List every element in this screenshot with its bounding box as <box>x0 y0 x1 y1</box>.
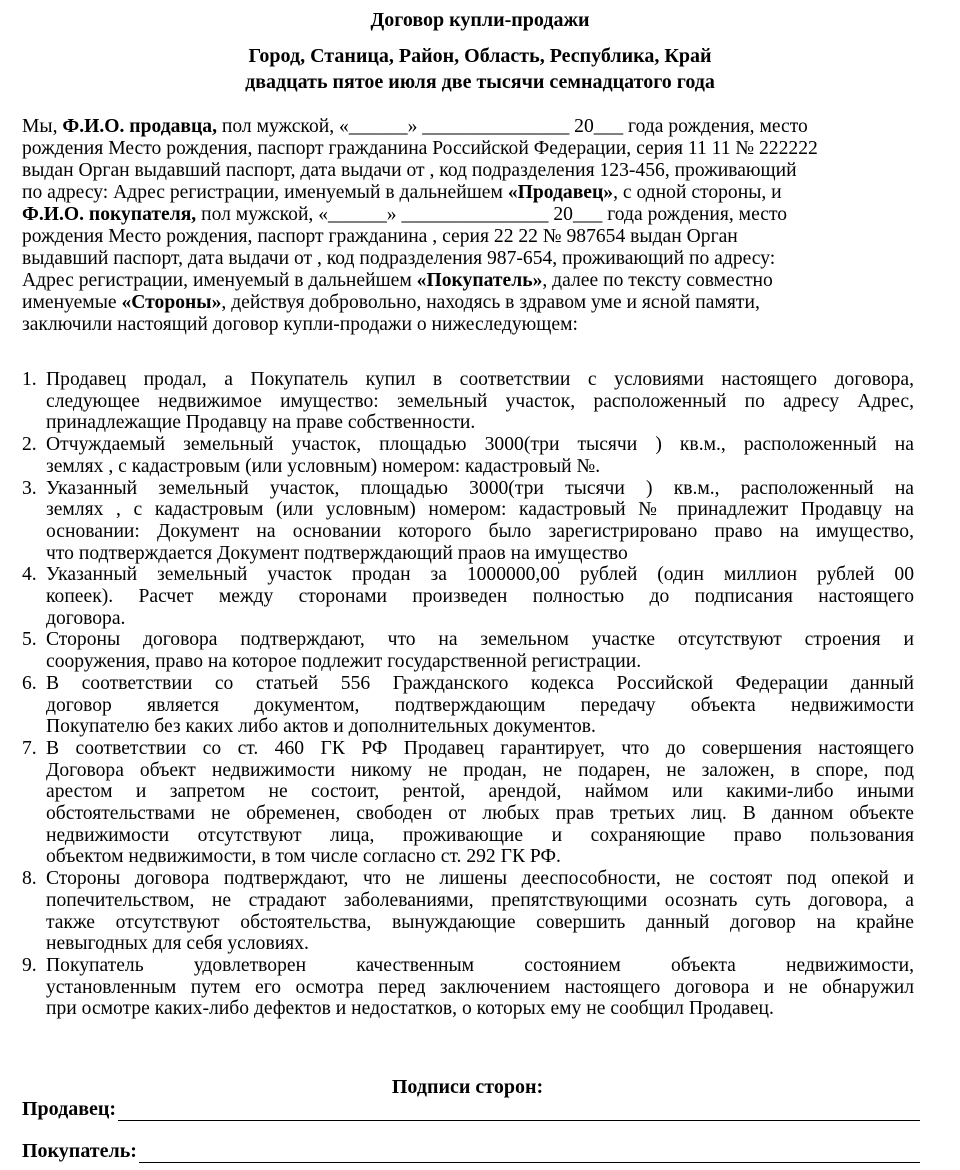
clause-line: Отчуждаемый земельный участок, площадью 3000(три тысячи ) кв.м., расположенный на <box>46 434 914 456</box>
clause-line: Договора объект недвижимости никому не продан, не подарен, не заложен, в споре, под <box>46 759 914 781</box>
clause-line: Указанный земельный участок продан за 1000000,00 рублей (один миллион рублей 00 <box>46 564 914 586</box>
preamble-line: заключили настоящий договор купли-продажи о нижеследующем: <box>22 314 578 335</box>
clause-line: основании: Документ на основании которого было зарегистрировано право на имущество, <box>46 520 914 542</box>
clause-line: арестом и запретом не состоит, рентой, арендой, наймом или какими-либо иными <box>46 781 914 803</box>
preamble-line: рождения Место рождения, паспорт гражданина , серия 22 22 № 987654 выдан Орган <box>22 226 738 247</box>
clause-line: договор является документом, подтверждающим передачу объекта недвижимости <box>46 694 914 716</box>
seller-term: «Продавец» <box>507 182 614 203</box>
clause-item <box>22 955 914 1020</box>
preamble-text: , далее по тексту совместно <box>542 270 773 291</box>
clause-line: землях , с кадастровым (или условным) номером: кадастровый №. <box>46 455 601 477</box>
buyer-name: Ф.И.О. покупателя, <box>22 204 197 225</box>
document-title: Договор купли-продажи <box>370 9 590 31</box>
clause-line: копеек). Расчет между сторонами произведен полностью до подписания настоящего <box>46 586 914 608</box>
parties-term: «Стороны» <box>121 292 222 313</box>
clause-item <box>22 673 914 738</box>
preamble-line <box>22 204 917 226</box>
clause-line: В соответствии со статьей 556 Гражданского кодекса Российской Федерации данный <box>46 672 914 694</box>
clause-line: невыгодных для себя условиях. <box>46 933 309 955</box>
seller-signature-line <box>22 1097 920 1121</box>
preamble-text: пол мужской, «______» _______________ 20___ года рождения, место <box>196 204 788 225</box>
clause-line: недвижимости отсутствуют лица, проживающие и сохраняющие право пользования <box>46 824 914 846</box>
preamble-line <box>22 116 917 138</box>
clause-line: Продавец продал, а Покупатель купил в соответствии с условиями настоящего договора, <box>46 369 914 390</box>
clause-number: 8. <box>22 868 37 890</box>
clause-line: обстоятельствами не обременен, свободен от любых прав третьих лиц. В данном объекте <box>46 803 914 825</box>
clause-line: попечительством, не страдают заболеваниями, препятствующими осознать суть договора, а <box>46 889 914 911</box>
clause-line: В соответствии со ст. 460 ГК РФ Продавец гарантирует, что до совершения настоящего <box>46 737 914 759</box>
seller-name: Ф.И.О. продавца, <box>62 116 217 137</box>
clause-item <box>22 738 914 868</box>
clause-number: 1. <box>22 369 37 390</box>
preamble-line: рождения Место рождения, паспорт гражданина Российской Федерации, серия 11 11 № 222222 <box>22 138 818 159</box>
seller-signature-field[interactable] <box>118 1102 920 1121</box>
clause-number: 7. <box>22 737 37 759</box>
preamble-line: выдавший паспорт, дата выдачи от , код подразделения 987-654, проживающий по адресу: <box>22 248 776 269</box>
signatures-heading: Подписи сторон: <box>391 1076 544 1098</box>
contract-preamble <box>22 116 917 336</box>
preamble-line <box>22 182 917 204</box>
clause-number: 2. <box>22 434 37 456</box>
buyer-signature-label: Покупатель: <box>22 1140 137 1162</box>
clause-item <box>22 868 914 955</box>
clause-line: Указанный земельный участок, площадью 3000(три тысячи ) кв.м., расположенный на <box>46 477 914 499</box>
preamble-text: именуемые <box>22 292 122 313</box>
preamble-line: выдан Орган выдавший паспорт, дата выдачи от , код подразделения 123-456, проживающий <box>22 160 797 181</box>
clause-item <box>22 478 914 565</box>
document-date: двадцать пятое июля две тысячи семнадцатого года <box>245 71 715 93</box>
buyer-term: «Покупатель» <box>416 270 543 291</box>
clause-number: 6. <box>22 672 37 694</box>
clause-number: 3. <box>22 477 37 499</box>
clause-item <box>22 629 914 672</box>
clause-line: следующее недвижимое имущество: земельный участок, расположенный по адресу Адрес, <box>46 390 914 412</box>
clause-item <box>22 434 914 477</box>
preamble-text: Мы, <box>22 116 63 137</box>
clause-line: объектом недвижимости, в том числе согласно ст. 292 ГК РФ. <box>46 846 561 868</box>
contract-clauses <box>22 369 914 1020</box>
clause-line: сооружения, право на которое подлежит государственной регистрации. <box>46 651 642 673</box>
clause-line: принадлежащие Продавцу на праве собственности. <box>46 412 476 434</box>
clause-line: установленным путем его осмотра перед заключением настоящего договора и не обнаружил <box>46 976 914 998</box>
clause-line: Покупателю без каких либо актов и дополнительных документов. <box>46 716 596 738</box>
clause-line: Стороны договора подтверждают, что на земельном участке отсутствуют строения и <box>46 629 914 651</box>
preamble-line <box>22 292 917 314</box>
document-place: Город, Станица, Район, Область, Республика, Край <box>248 45 712 67</box>
clause-item <box>22 369 914 434</box>
preamble-line <box>22 270 917 292</box>
preamble-text: , действуя добровольно, находясь в здравом уме и ясной памяти, <box>221 292 760 313</box>
clause-number: 9. <box>22 954 37 976</box>
clause-number: 4. <box>22 564 37 586</box>
buyer-signature-line <box>22 1139 920 1163</box>
seller-signature-label: Продавец: <box>22 1098 117 1120</box>
preamble-text: Адрес регистрации, именуемый в дальнейшем <box>22 270 417 291</box>
clause-line: Стороны договора подтверждают, что не лишены дееспособности, не состоят под опекой и <box>46 868 914 890</box>
clause-number: 5. <box>22 629 37 651</box>
preamble-text: по адресу: Адрес регистрации, именуемый в дальнейшем <box>22 182 508 203</box>
preamble-text: пол мужской, «______» _______________ 20___ года рождения, место <box>217 116 808 137</box>
clause-line: при осмотре каких-либо дефектов и недостатков, о которых ему не сообщил Продавец. <box>46 998 774 1020</box>
clause-line: Покупатель удовлетворен качественным состоянием объекта недвижимости, <box>46 954 914 976</box>
clause-line: землях , с кадастровым (или условным) номером: кадастровый № принадлежит Продавцу на <box>46 499 914 521</box>
clause-line: также отсутствуют обстоятельства, вынуждающие совершить данный договор на крайне <box>46 911 914 933</box>
clause-line: что подтверждается Документ подтверждающий праов на имущество <box>46 542 628 564</box>
buyer-signature-field[interactable] <box>139 1144 920 1163</box>
clause-item <box>22 564 914 629</box>
preamble-text: , с одной стороны, и <box>613 182 782 203</box>
clause-line: договора. <box>46 607 126 629</box>
